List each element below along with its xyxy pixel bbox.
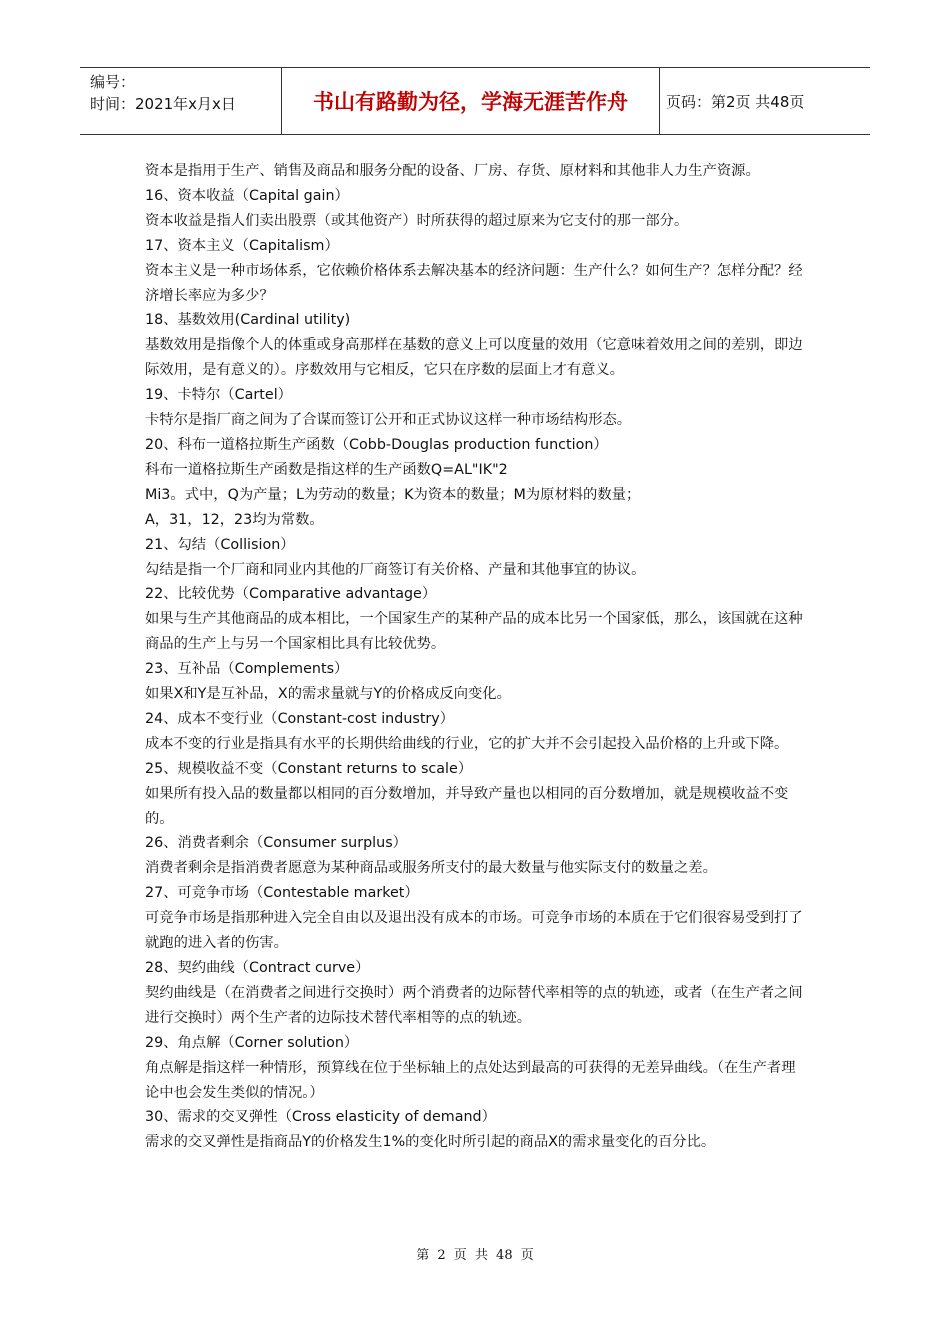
term-heading: 30、需求的交叉弹性（Cross elasticity of demand）	[145, 1109, 496, 1126]
paragraph: 需求的交叉弹性是指商品Y的价格发生1%的变化时所引起的商品X的需求量变化的百分比。	[145, 1134, 716, 1151]
paragraph: Mi3。式中，Q为产量；L为劳动的数量；K为资本的数量；M为原材料的数量；	[145, 486, 641, 503]
header-meta	[80, 68, 282, 134]
term-heading: 16、资本收益（Capital gain）	[145, 187, 349, 204]
page-footer: 第 2 页 共 48 页	[416, 1248, 534, 1263]
paragraph: 资本是指用于生产、销售及商品和服务分配的设备、厂房、存货、原材料和其他非人力生产资源。	[145, 163, 760, 179]
paragraph: A，31，12，23均为常数。	[145, 511, 324, 528]
paragraph: 资本主义是一种市场体系，它依赖价格体系去解决基本的经济问题：生产什么？如何生产？怎样分配？经济增长率应为多少？	[145, 262, 803, 304]
term-heading: 29、角点解（Corner solution）	[145, 1034, 359, 1051]
term-heading: 21、勾结（Collision）	[145, 536, 295, 553]
header-code-label: 编号：	[90, 73, 136, 91]
paragraph: 可竞争市场是指那种进入完全自由以及退出没有成本的市场。可竞争市场的本质在于它们很容易受到打了就跑的进入者的伤害。	[145, 910, 803, 952]
term-heading: 23、互补品（Complements）	[145, 661, 349, 678]
term-heading: 17、资本主义（Capitalism）	[145, 237, 339, 254]
term-heading: 18、基数效用(Cardinal utility)	[145, 312, 351, 329]
term-heading: 22、比较优势（Comparative advantage）	[145, 586, 437, 603]
paragraph: 科布一道格拉斯生产函数是指这样的生产函数Q=AL"IK"2	[145, 461, 508, 478]
term-heading: 24、成本不变行业（Constant-cost industry）	[145, 710, 455, 727]
header-page-info: 页码：第2页 共48页	[666, 92, 805, 111]
paragraph: 勾结是指一个厂商和同业内其他的厂商签订有关价格、产量和其他事宜的协议。	[145, 561, 646, 578]
header-time-label: 时间：2021年x月x日	[90, 95, 236, 113]
term-heading: 25、规模收益不变（Constant returns to scale）	[145, 760, 473, 777]
paragraph: 卡特尔是指厂商之间为了合谋而签订公开和正式协议这样一种市场结构形态。	[145, 412, 632, 429]
paragraph: 如果所有投入品的数量都以相同的百分数增加，并导致产量也以相同的百分数增加，就是规模收益不变的。	[145, 785, 789, 827]
paragraph: 契约曲线是（在消费者之间进行交换时）两个消费者的边际替代率相等的点的轨迹，或者（在生产者之间进行交换时）两个生产者的边际技术替代率相等的点的轨迹。	[145, 984, 803, 1026]
paragraph: 资本收益是指人们卖出股票（或其他资产）时所获得的超过原来为它支付的那一部分。	[145, 212, 689, 229]
term-heading: 19、卡特尔（Cartel）	[145, 387, 292, 404]
term-heading: 28、契约曲线（Contract curve）	[145, 960, 370, 976]
header-motto: 书山有路勤为径，学海无涯苦作舟	[282, 68, 660, 134]
paragraph: 如果与生产其他商品的成本相比，一个国家生产的某种产品的成本比另一个国家低，那么，该国就在这种商品的生产上与另一个国家相比具有比较优势。	[145, 611, 803, 653]
paragraph: 角点解是指这样一种情形，预算线在位于坐标轴上的点处达到最高的可获得的无差异曲线。（在生产者理论中也会发生类似的情况。）	[145, 1059, 796, 1101]
paragraph: 如果X和Y是互补品，X的需求量就与Y的价格成反向变化。	[145, 686, 511, 703]
paragraph: 基数效用是指像个人的体重或身高那样在基数的意义上可以度量的效用（它意味着效用之间的差别，即边际效用，是有意义的）。序数效用与它相反，它只在序数的层面上才有意义。	[145, 337, 803, 379]
paragraph: 成本不变的行业是指具有水平的长期供给曲线的行业，它的扩大并不会引起投入品价格的上升或下降。	[145, 735, 789, 752]
paragraph: 消费者剩余是指消费者愿意为某种商品或服务所支付的最大数量与他实际支付的数量之差。	[145, 860, 717, 877]
term-heading: 26、消费者剩余（Consumer surplus）	[145, 835, 407, 852]
document-body	[145, 159, 805, 1155]
term-heading: 20、科布一道格拉斯生产函数（Cobb-Douglas production function）	[145, 436, 608, 453]
page-header	[80, 67, 870, 135]
term-heading: 27、可竞争市场（Contestable market）	[145, 885, 419, 902]
